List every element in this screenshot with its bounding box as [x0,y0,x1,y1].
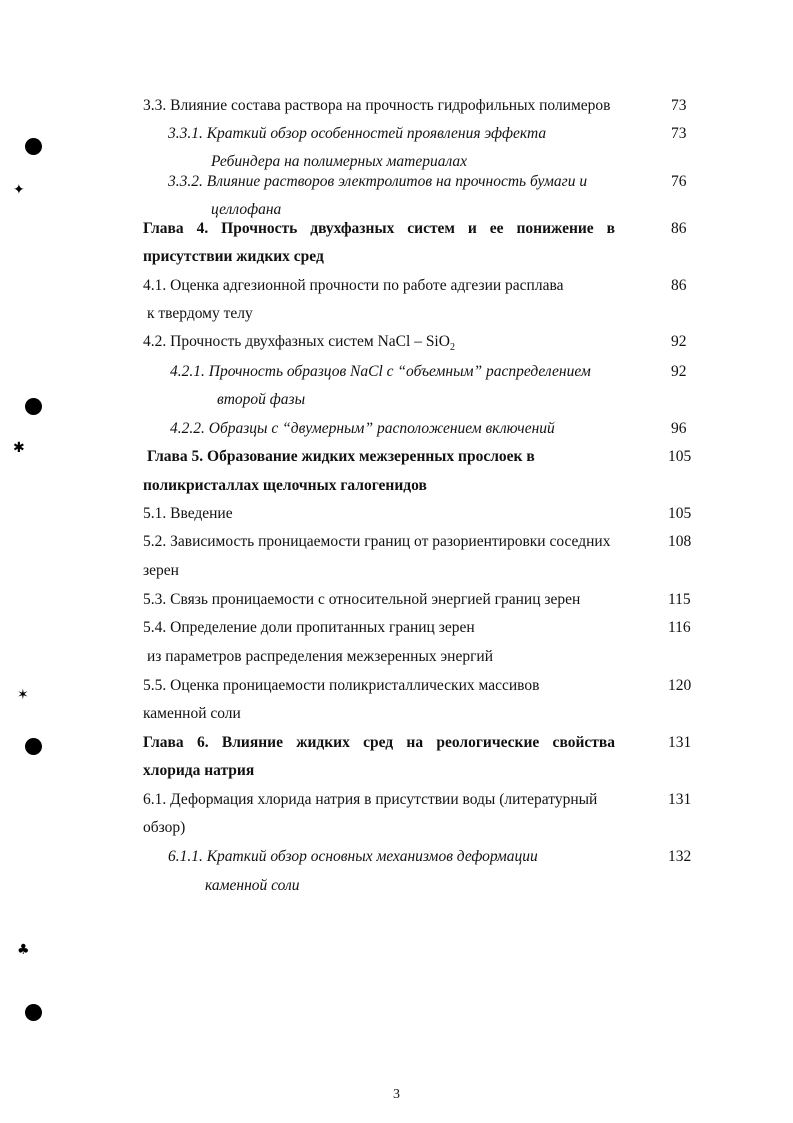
toc-entry-4-2-2: 4.2.2. Образцы с “двумерным” расположением включений [170,420,555,437]
toc-entry-4-2-text: 4.2. Прочность двухфазных систем NaCl – SiO [143,333,450,350]
toc-page-5-3: 115 [668,591,691,608]
toc-entry-4-2-1: 4.2.1. Прочность образцов NaCl с “объемным” распределением [170,363,591,380]
toc-entry-6-1-cont: обзор) [143,819,186,836]
toc-entry-5-5: 5.5. Оценка проницаемости поликристаллических массивов [143,677,540,694]
toc-chapter-6-cont: хлорида натрия [143,762,255,779]
toc-entry-5-2: 5.2. Зависимость проницаемости границ от разориентировки соседних [143,533,611,550]
toc-entry-4-1-cont: к твердому телу [147,305,253,322]
toc-entry-5-4-cont: из параметров распределения межзеренных энергий [147,648,494,665]
margin-mark-4: ♣ [17,942,30,958]
toc-page-5-2: 108 [668,533,692,550]
toc-entry-5-5-cont: каменной соли [143,705,241,722]
toc-entry-5-2-cont: зерен [143,562,179,579]
toc-page-4-2-2: 96 [671,420,687,437]
toc-page-chapter-5: 105 [668,448,692,465]
toc-page-3-3-1: 73 [671,125,687,142]
toc-page-chapter-4: 86 [671,220,687,237]
toc-chapter-4-cont: присутствии жидких сред [143,248,324,265]
toc-page-4-1: 86 [671,277,687,294]
toc-page-3-3-2: 76 [671,173,687,190]
toc-page-4-2-1: 92 [671,363,687,380]
toc-page-5-4: 116 [668,619,691,636]
margin-mark-2: ✱ [13,440,25,456]
toc-entry-5-3: 5.3. Связь проницаемости с относительной энергией границ зерен [143,591,581,608]
toc-page-3-3: 73 [671,97,687,114]
toc-entry-6-1-1-cont: каменной соли [205,877,300,894]
punch-hole-4 [25,1004,42,1021]
toc-entry-4-2-subscript: 2 [449,342,455,354]
toc-entry-5-1: 5.1. Введение [143,505,233,522]
toc-chapter-6: Глава 6. Влияние жидких сред на реологические свойства [143,734,615,751]
page-number: 3 [393,1087,400,1102]
toc-entry-3-3: 3.3. Влияние состава раствора на прочность гидрофильных полимеров [143,97,611,114]
margin-mark-3: ✶ [17,687,29,703]
toc-entry-3-3-2: 3.3.2. Влияние растворов электролитов на прочность бумаги и [168,173,588,190]
punch-hole-2 [25,398,42,415]
toc-page-6-1-1: 132 [668,848,692,865]
punch-hole-1 [25,138,42,155]
toc-entry-4-2 [143,332,455,358]
toc-entry-3-3-1-cont: Ребиндера на полимерных материалах [211,153,468,170]
toc-entry-4-2-1-cont: второй фазы [217,391,306,408]
toc-entry-5-4: 5.4. Определение доли пропитанных границ зерен [143,619,475,636]
toc-entry-3-3-1: 3.3.1. Краткий обзор особенностей проявления эффекта [168,125,547,142]
toc-page-5-5: 120 [668,677,692,694]
toc-page-4-2: 92 [671,333,687,350]
toc-chapter-5: Глава 5. Образование жидких межзеренных прослоек в [147,448,535,465]
punch-hole-3 [25,738,42,755]
margin-mark-1: ✦ [13,182,25,198]
toc-chapter-5-cont: поликристаллах щелочных галогенидов [143,477,427,494]
toc-entry-6-1: 6.1. Деформация хлорида натрия в присутствии воды (литературный [143,791,598,808]
toc-page-chapter-6: 131 [668,734,692,751]
toc-entry-3-3-2-cont: целлофана [211,201,282,218]
toc-entry-4-1: 4.1. Оценка адгезионной прочности по работе адгезии расплава [143,277,564,294]
toc-chapter-4: Глава 4. Прочность двухфазных систем и ее понижение в [143,220,615,237]
toc-page-5-1: 105 [668,505,692,522]
toc-entry-6-1-1: 6.1.1. Краткий обзор основных механизмов деформации [168,848,538,865]
toc-page-6-1: 131 [668,791,692,808]
